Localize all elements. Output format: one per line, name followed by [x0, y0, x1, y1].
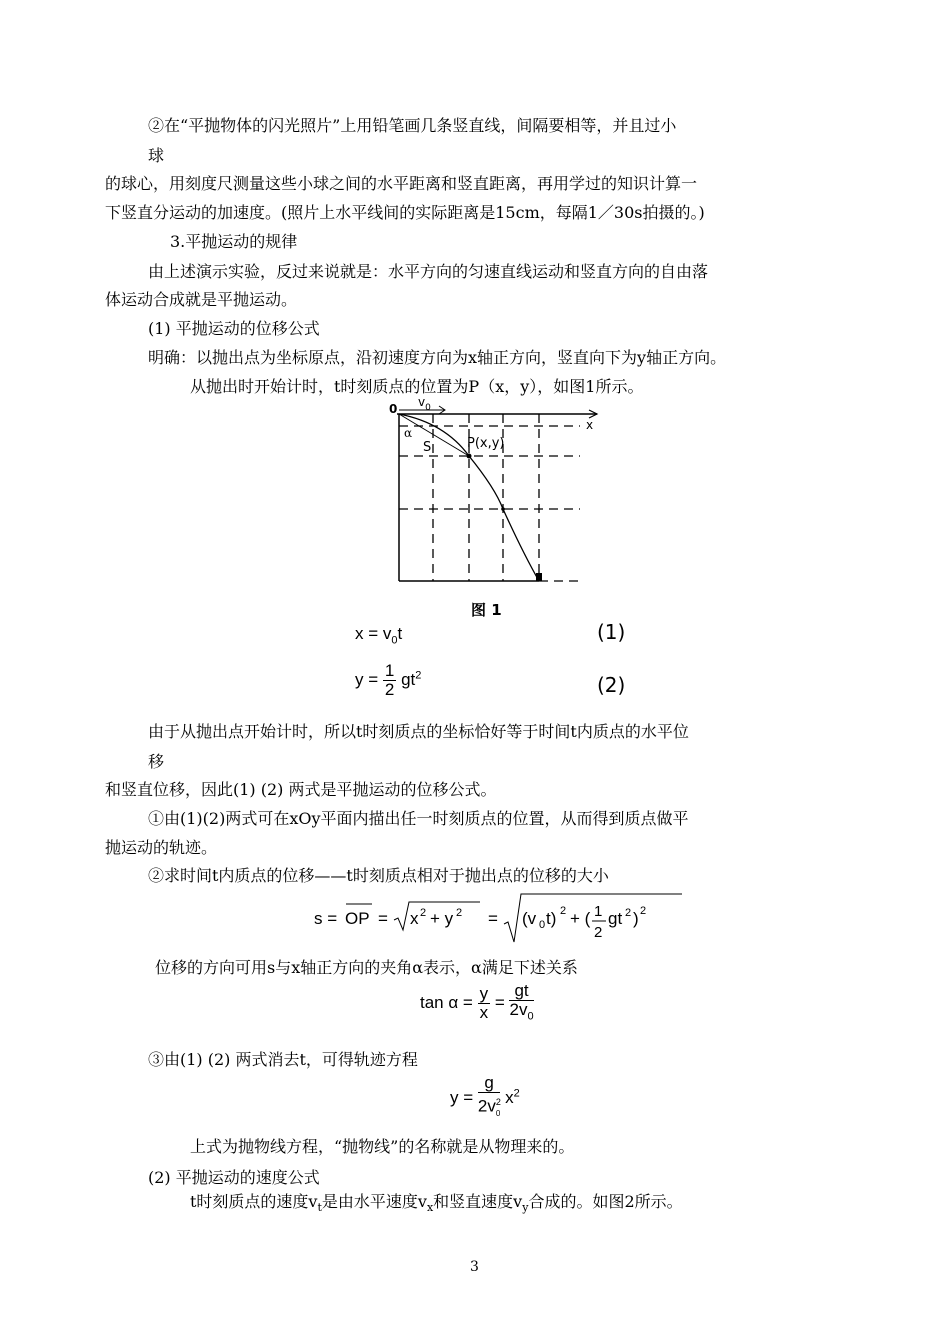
svg-text:OP: OP: [345, 909, 370, 928]
svg-text:2: 2: [456, 907, 463, 919]
heading-3-2: (2) 平抛运动的速度公式: [148, 1168, 320, 1187]
para-9: ③由(1) (2) 两式消去t，可得轨迹方程: [148, 1050, 418, 1069]
page-number: 3: [470, 1259, 479, 1275]
trajectory-equation: y = $\frac{g}{2v^2_0}$ $x^2$: [450, 1073, 520, 1119]
origin-label: 0: [389, 402, 398, 416]
para-5-line-1: 由于从抛出点开始计时，所以t时刻质点的坐标恰好等于时间t内质点的水平位: [148, 722, 689, 741]
alpha-label: α: [404, 426, 413, 440]
svg-text:2: 2: [640, 905, 647, 917]
heading-3-1: (1) 平抛运动的位移公式: [148, 319, 320, 338]
para-5-line-2: 移: [148, 752, 165, 771]
equation-2-number: (2): [597, 673, 626, 697]
para-7: ②求时间t内质点的位移——t时刻质点相对于抛出点的位移的大小: [148, 866, 609, 885]
para-4: 从抛出时开始计时，t时刻质点的位置为P（x，y），如图1所示。: [190, 377, 644, 396]
para-8: 位移的方向可用s与x轴正方向的夹角α表示，α满足下述关系: [155, 958, 578, 977]
equation-1-number: (1): [597, 620, 626, 644]
svg-text:): ): [633, 909, 639, 928]
x-axis-label: x: [586, 418, 594, 432]
para-10: 上式为抛物线方程，“抛物线”的名称就是从物理来的。: [190, 1137, 575, 1156]
svg-text:x: x: [410, 909, 419, 928]
para-11: t时刻质点的速度$v_t$是由水平速度$v_x$和竖直速度$v_y$合成的。如图2所示。: [190, 1192, 683, 1215]
figure-1-projectile-diagram: [385, 393, 615, 623]
para-1-line-1: ②在“平抛物体的闪光照片”上用铅笔画几条竖直线，间隔要相等，并且过小: [148, 116, 677, 135]
para-1-line-2: 球: [148, 146, 165, 165]
svg-text:2: 2: [594, 924, 603, 941]
para-3: 明确：以抛出点为坐标原点，沿初速度方向为x轴正方向，竖直向下为y轴正方向。: [148, 348, 727, 367]
para-2-line-1: 由上述演示实验，反过来说就是：水平方向的匀速直线运动和竖直方向的自由落: [148, 262, 709, 281]
para-5-line-3: 和竖直位移，因此(1) (2) 两式是平抛运动的位移公式。: [105, 780, 497, 799]
displacement-magnitude-equation: [310, 890, 690, 950]
svg-text:+ y: + y: [430, 909, 454, 928]
point-p: [467, 454, 472, 459]
svg-text:2: 2: [560, 905, 567, 917]
svg-text:2: 2: [625, 907, 632, 919]
tan-alpha-equation: tan α = $\frac{y}{x}$ = $\frac{gt}{2v_0}$: [420, 981, 534, 1023]
svg-text:t): t): [546, 909, 557, 928]
para-6-line-2: 抛运动的轨迹。: [105, 838, 218, 857]
svg-text:2: 2: [420, 907, 427, 919]
svg-text:=: =: [488, 909, 498, 928]
p-label: P(x,y): [467, 436, 505, 451]
heading-3: 3.平抛运动的规律: [170, 232, 298, 251]
para-1-line-4: 下竖直分运动的加速度。(照片上水平线间的实际距离是15cm，每隔1／30s拍摄的。): [105, 203, 705, 222]
svg-text:s =: s =: [314, 909, 338, 928]
svg-text:(v: (v: [522, 909, 537, 928]
svg-text:=: =: [378, 909, 388, 928]
para-6-line-1: ①由(1)(2)两式可在xOy平面内描出任一时刻质点的位置，从而得到质点做平: [148, 809, 689, 828]
para-1-line-3: 的球心，用刻度尺测量这些小球之间的水平距离和竖直距离，再用学过的知识计算一: [105, 174, 698, 193]
s-label: S: [423, 440, 432, 455]
v0-label: $v_0$: [418, 395, 431, 413]
svg-text:gt: gt: [608, 909, 623, 928]
svg-text:+ (: + (: [570, 909, 591, 928]
equation-1: $x = v_0t$: [355, 624, 403, 647]
equation-2: y = $\frac{1}{2}$ $gt^2$: [355, 661, 422, 699]
svg-text:1: 1: [594, 903, 603, 920]
svg-text:0: 0: [539, 919, 546, 931]
figure-caption: 图 1: [471, 601, 502, 619]
para-2-line-2: 体运动合成就是平抛运动。: [105, 290, 298, 309]
